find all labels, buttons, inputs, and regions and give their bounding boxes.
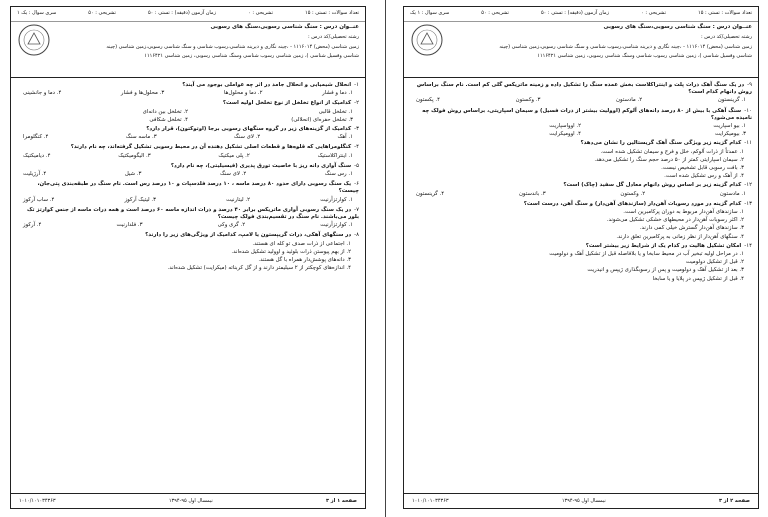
- question-text: [17, 82, 359, 89]
- question-text: [17, 100, 359, 107]
- answer-option: ۲. دما و محلول‌ها: [223, 90, 263, 97]
- question-stem: سنگ آواری دانه ریز با خاصیت تورق پذیری (فیسیلیتی)، چه نام دارد؟: [170, 162, 352, 169]
- question-stem: یک سنگ رسوبی دارای حدود ۸۰ درصد ماسه ، ۱۰ درصد فلدسپات و ۱۰ درصد رس است. نام سنگ در طبقه‌بندی پتی‌جان، چیست؟: [37, 181, 359, 195]
- answer-option: ۳. محلول‌ها و فشار: [120, 90, 165, 97]
- answer-option: ۲. از بهم پیوستن ذرات بلوئید و اوولید تشکیل شده‌اند.: [231, 248, 351, 255]
- answer-option: ۲. لای سنگ: [233, 134, 261, 141]
- answer-option: ۲. پلی میکتیک: [218, 152, 250, 159]
- question-text: [410, 182, 752, 189]
- semester: نیمسال اول ۹۵-۱۳۹۴: [168, 498, 213, 504]
- answer-option: ۲. گری وکی: [217, 222, 246, 229]
- header-info-row: [11, 7, 365, 22]
- question-stem: کدام گزینه زیر بر اساس روش دانهام معادل گل سفید (چاک) است؟: [563, 182, 742, 189]
- sheet-footer: [11, 493, 365, 508]
- answer-options-row: [17, 117, 359, 124]
- question-number: ۱-: [354, 82, 359, 88]
- answer-option: ۱. تخلخل قالبی: [318, 108, 353, 115]
- answer-option: ۴. اوومیکرایت: [549, 131, 581, 138]
- question-stem: در یک سنگ آهک ذرات پلت و اینتراکلاست بخش عمده سنگ را تشکیل داده و زمینه ماتریکس گلی کم است. نام سنگ براساس روش دانهام کدام است؟: [416, 82, 752, 96]
- answer-option: ۴. دیامیکتیک: [23, 152, 51, 159]
- question-number: ۱۱-: [744, 140, 752, 147]
- answer-options-row: [410, 123, 752, 130]
- answer-option: ۱. عمدتاً از ذرات آلوکم، خلل و فرج و سیمان تشکیل شده است.: [600, 148, 744, 155]
- answer-option: ۱. بیو اسپاریت: [713, 123, 746, 130]
- question-stem: در سنگهای آهکی، ذرات گریپستون یا لامپ، کدامیک از ویژگی‌های زیر را دارند؟: [145, 232, 352, 239]
- question-number: ۳-: [354, 126, 359, 133]
- exam-code: ۱۰۱۰/۱۰۱۰۳۴۳۶۳: [412, 498, 449, 504]
- question-number: ۵-: [354, 162, 359, 169]
- page-number: صفحه ۲ از ۳: [718, 498, 750, 504]
- question-text: [17, 126, 359, 133]
- answer-option: ۳. بافت رسوبی قابل تشخیص نیست.: [661, 165, 744, 172]
- answer-option: ۴. گرینستون: [416, 190, 445, 197]
- answer-option: ۴. ساب آرکوز: [23, 196, 55, 203]
- question-stem: کدام گزینه در مورد رسوبات آهن‌دار (سازندهای آهن‌دار) و سنگ آهن، درست است؟: [523, 200, 742, 207]
- answer-option: ۴. از آهک و رس تشکیل شده است.: [664, 173, 744, 180]
- answer-option: ۲. مادستون: [616, 97, 643, 104]
- question-number: ۹-: [747, 82, 752, 88]
- answer-option: ۲. سیمان اسپارایتی کمتر از ۵۰ درصد حجم سنگ را تشکیل می‌دهد.: [594, 156, 744, 163]
- answer-option: ۳. بعد از تشکیل آهک و دولومیت و پس از رسوبگذاری ژیپس و انیدریت: [587, 267, 744, 274]
- course-title: عنــوان درس : سنگ شناسی رسوبی،سنگ های رسوبی: [210, 24, 359, 30]
- question-text: [410, 108, 752, 122]
- question-text: [410, 140, 752, 147]
- answer-option: ۳. لیتیک آرکوز: [124, 196, 156, 203]
- exam-code: ۱۰۱۰/۱۰۱۰۳۴۳۶۳: [19, 498, 56, 504]
- answer-option: ۱. اینتراکلاستیک: [317, 152, 353, 159]
- question-number: ۲-: [354, 100, 359, 107]
- major-label: رشته تحصیلی/کد درس :: [308, 34, 359, 40]
- question-stem: کدام گزینه زیر ویژگی سنگ آهک گریستالین را نشان می‌دهد؟: [580, 140, 742, 147]
- answer-option: ۴. تخلخل شکافی: [149, 116, 188, 123]
- answer-option: ۱. آهک: [337, 134, 353, 141]
- answer-option: ۱. کوارتزآرنیت: [320, 196, 353, 203]
- major-line-1: زمین شناسی (محض) ۱۱۱۶۰۱۴ - ،چینه نگاری و دیرینه شناسی،رسوب شناسی و سنگ شناسی رسوبی،زمین شناسی (چینه: [106, 44, 359, 50]
- question-text: [410, 201, 752, 208]
- answer-option: ۱. مادستون: [719, 190, 746, 197]
- question-stem: کدامیک از گزینه‌های زیر در گروه سنگهای رسوبی برجا (اوتوکتون)، قرار دارد؟: [146, 126, 352, 133]
- answer-option: ۳. شیل: [124, 171, 142, 178]
- question-number: ۷-: [354, 206, 359, 213]
- answer-option: ۲. لای سنگ: [219, 171, 247, 178]
- page-number: صفحه ۱ از ۳: [325, 498, 357, 504]
- university-logo-icon: [410, 23, 444, 57]
- question-stem: کدامیک از انواع تخلخل از نوع تخلخل اولیه است؟: [222, 100, 352, 107]
- question-stem: سنگ آهکی با بیش از ۸۰ درصد دانه‌های آلوکم (اوولیت بیشتر از ذرات فسیل) و سیمان اسپاریتی، براساس روش فولک چه نامیده می‌شود؟: [422, 107, 752, 121]
- answer-option: ۳. دانه‌های پوشش‌دار همراه با گل هستند.: [258, 257, 351, 264]
- exam-time-test: زمان آزمون (دقیقه) : تستی : ۵۰: [147, 10, 217, 16]
- answer-option: ۲. لیتارنیت: [226, 196, 251, 203]
- answer-option: ۲. اکثر رسوبات آهن‌دار در محیطهای خشکی تشکیل می‌شوند.: [606, 217, 744, 224]
- answer-options-row: [17, 222, 359, 229]
- answer-option: ۱. در مراحل اولیه تبخیر آب در محیط سابخا و یا بلافاصله قبل از تشکیل آهک و دولومیت: [549, 251, 744, 258]
- question-number: ۱۳-: [744, 200, 752, 207]
- answer-options-row: [410, 97, 752, 104]
- sheet-footer: [404, 493, 758, 508]
- answer-option: ۲. اوواسپاریت: [549, 123, 581, 130]
- question-number: ۱۰-: [744, 107, 752, 114]
- questions-list: [404, 78, 758, 283]
- question-series: سری سوال : یک ۱: [17, 10, 57, 16]
- semester: نیمسال اول ۹۵-۱۳۹۴: [561, 498, 606, 504]
- question-text: [410, 243, 752, 250]
- answer-options-row: [17, 197, 359, 204]
- exam-sheet-page-2: [403, 6, 759, 509]
- answer-option: ۳. تخلخل حفره‌ای (انحلالی): [291, 116, 353, 123]
- answer-option: ۱. دما و فشار: [322, 90, 353, 97]
- question-stem: انحلال شیمیایی و انحلال جامد در اثر چه عواملی بوجود می آیند؟: [182, 82, 352, 88]
- question-text: [17, 232, 359, 239]
- answer-option: ۲. تخلخل بین دانه‌ای: [142, 108, 188, 115]
- sheet-header: [11, 7, 365, 78]
- question-count-test: تعداد سوالات : تستی : ۱۵: [305, 10, 359, 16]
- exam-time-descriptive: تشریحی : ۵۰: [88, 10, 116, 16]
- header-info-row: [404, 7, 758, 22]
- answer-options-row: [17, 134, 359, 141]
- answer-option: ۴. آرکوز: [23, 222, 42, 229]
- question-count-descriptive: تشریحی : ۰: [641, 10, 666, 16]
- question-count-test: تعداد سوالات : تستی : ۱۵: [698, 10, 752, 16]
- answer-options-row: [410, 131, 752, 138]
- answer-options-row: [17, 153, 359, 160]
- major-line-1: زمین شناسی (محض) ۱۱۱۶۰۱۴ - ،چینه نگاری و دیرینه شناسی،رسوب شناسی و سنگ شناسی رسوبی،زمین شناسی (چینه: [499, 44, 752, 50]
- question-stem: امکان تشکیل هالیت در کدام یک از شرایط زیر بیشتر است؟: [585, 242, 742, 249]
- answer-option: ۱. سازندهای آهن‌دار مربوط به دوران پرکامبرین است.: [623, 209, 744, 216]
- answer-option: ۳. الیگومیکتیک: [118, 152, 151, 159]
- answer-option: ۱. گرینستون: [717, 97, 746, 104]
- question-number: ۱۴-: [744, 242, 752, 249]
- questions-list: [11, 78, 365, 272]
- answer-options-row: [17, 90, 359, 97]
- answer-option: ۳. سازندهای آهن‌دار گسترش خیلی کمی دارند.: [639, 225, 744, 232]
- question-number: ۱۲-: [744, 182, 752, 189]
- major-label: رشته تحصیلی/کد درس :: [701, 34, 752, 40]
- answer-option: ۴. اندازه‌های کوچکتر از ۲ سیلیمتر دارند و از گل کربناته (میکرایت) تشکیل شده‌اند.: [167, 265, 351, 272]
- major-line-2: شناسی وفسیل شناسی )، زمین شناسی رسوب شناسی وسنگ شناسی رسوبی، زمین شناسی ۱۱۱۶۴۲۱: [537, 53, 752, 59]
- answer-option: ۴. قبل از تشکیل ژیپس در پلایا و یا سابخا: [652, 275, 744, 282]
- question-text: [17, 207, 359, 221]
- major-line-2: شناسی وفسیل شناسی )، زمین شناسی رسوب شناسی وسنگ شناسی رسوبی، زمین شناسی ۱۱۱۶۴۲۱: [144, 53, 359, 59]
- exam-sheet-page-1: [10, 6, 366, 509]
- answer-option: ۳. باندستون: [518, 190, 546, 197]
- answer-options-row: [410, 191, 752, 198]
- exam-time-descriptive: تشریحی : ۵۰: [481, 10, 509, 16]
- question-series: سری سوال : ۱ یک: [410, 10, 450, 16]
- question-number: ۶-: [354, 181, 359, 188]
- answer-option: ۴. سنگهای آهن‌دار از نظر زمانی به پرکامبرین تعلق دارند.: [616, 233, 744, 240]
- question-number: ۴-: [354, 144, 359, 151]
- answer-option: ۴. پکستون: [416, 97, 440, 104]
- answer-option: ۳. بیومیکرایت: [714, 131, 746, 138]
- answer-options-row: [17, 171, 359, 178]
- answer-option: ۳. ماسه سنگ: [125, 134, 157, 141]
- question-stem: در یک سنگ رسوبی آواری ماتریکس برابر ۴۰ درصد و ذرات اندازه ماسه ۶۰ درصد است و همه ذرات ماسه از جنس کوارتز تک بلور می‌باشند. نام سنگ در تقسیم‌بندی فولک چیست؟: [27, 206, 359, 221]
- answer-option: ۱. اجتماعی از ذرات صدف تو کله ای هستند.: [252, 240, 351, 247]
- answer-option: ۴. دما و جانشینی: [23, 90, 62, 97]
- answer-options-row: [17, 109, 359, 116]
- sheet-header: [404, 7, 758, 78]
- question-stem: کنگلومراهایی که قلوه‌ها و قطعات اصلی تشکیل دهنده آن در محیط رسوبی تشکیل گرفته‌اند، چه نام دارند؟: [70, 144, 352, 151]
- answer-option: ۴. آرژیلیت: [23, 171, 47, 178]
- answer-option: ۳. فلدارنیت: [116, 222, 143, 229]
- question-count-descriptive: تشریحی : ۰: [248, 10, 273, 16]
- answer-option: ۱. کوارتزآرنیت: [320, 222, 353, 229]
- answer-option: ۲. قبل از تشکیل دولومیت: [685, 259, 744, 266]
- question-text: [17, 181, 359, 195]
- answer-option: ۲. وکستون: [620, 190, 646, 197]
- question-text: [17, 163, 359, 170]
- answer-option: ۱. رس سنگ: [324, 171, 353, 178]
- question-text: [410, 82, 752, 96]
- page-divider: [385, 0, 386, 517]
- question-text: [17, 144, 359, 151]
- question-number: ۸-: [354, 232, 359, 239]
- answer-option: ۳. وکستون: [515, 97, 541, 104]
- course-title: عنــوان درس : سنگ شناسی رسوبی،سنگ های رسوبی: [603, 24, 752, 30]
- university-logo-icon: [17, 23, 51, 57]
- exam-time-test: زمان آزمون (دقیقه) : تستی : ۵۰: [540, 10, 610, 16]
- answer-option: ۴. کنگلومرا: [23, 134, 49, 141]
